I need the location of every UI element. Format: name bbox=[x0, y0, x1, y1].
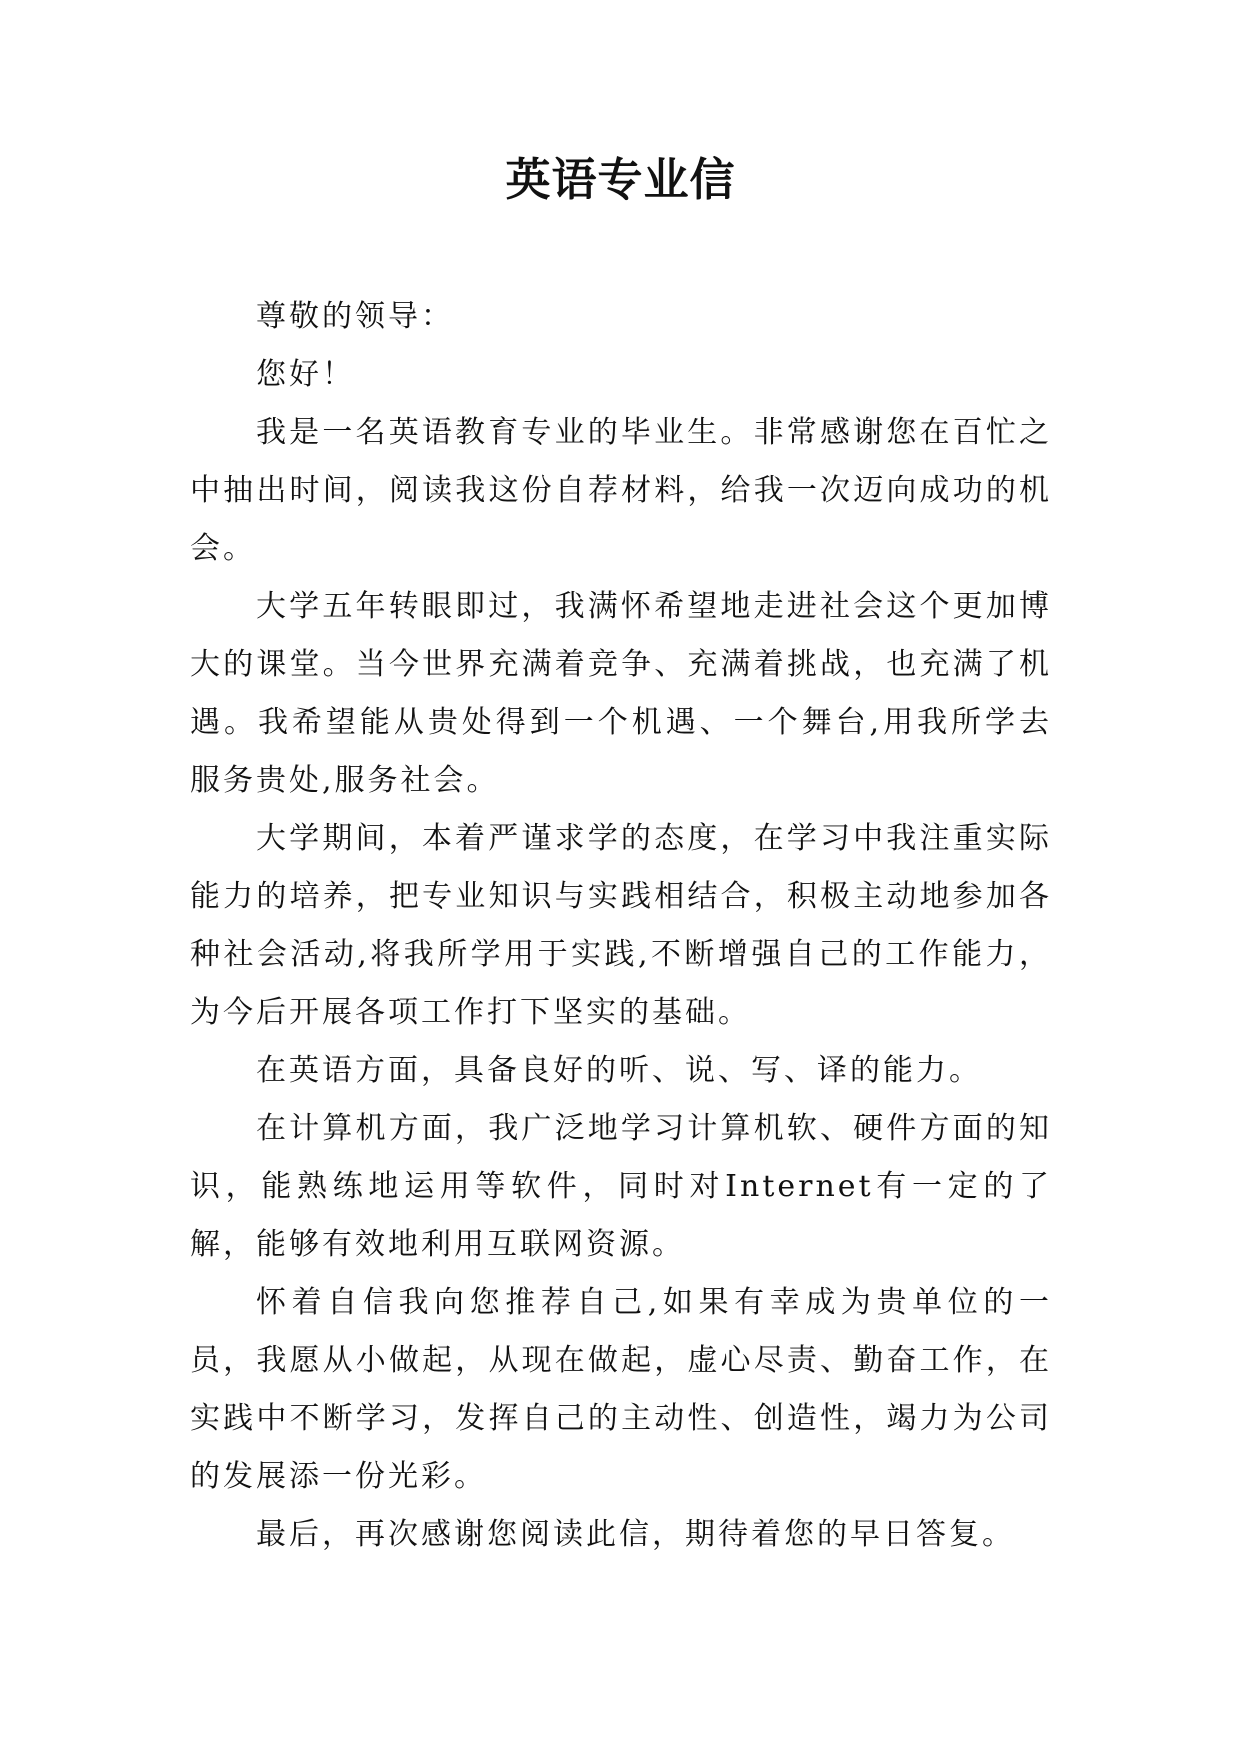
paragraph-english: 在英语方面，具备良好的听、说、写、译的能力。 bbox=[256, 1053, 982, 1088]
greeting: 您好！ bbox=[256, 357, 355, 392]
salutation: 尊敬的领导： bbox=[256, 299, 454, 334]
paragraph-university: 大学五年转眼即过，我满怀希望地走进社会这个更加博大的课堂。当今世界充满着竞争、充满着挑战，也充满了机遇。我希望能从贵处得到一个机遇、一个舞台,用我所学去服务贵处,服务社会。 bbox=[190, 589, 1052, 798]
document-title: 英语专业信 bbox=[505, 153, 736, 206]
paragraph-computer: 在计算机方面，我广泛地学习计算机软、硬件方面的知识，能熟练地运用等软件，同时对Internet有一定的了解，能够有效地利用互联网资源。 bbox=[190, 1111, 1052, 1262]
letter-body bbox=[190, 288, 1052, 1564]
paragraph-study: 大学期间，本着严谨求学的态度，在学习中我注重实际能力的培养，把专业知识与实践相结合，积极主动地参加各种社会活动,将我所学用于实践,不断增强自己的工作能力，为今后开展各项工作打下坚实的基础。 bbox=[190, 821, 1052, 1030]
paragraph-closing: 最后，再次感谢您阅读此信，期待着您的早日答复。 bbox=[256, 1517, 1015, 1552]
paragraph-recommendation: 怀着自信我向您推荐自己,如果有幸成为贵单位的一员，我愿从小做起，从现在做起，虚心尽责、勤奋工作，在实践中不断学习，发挥自己的主动性、创造性，竭力为公司的发展添一份光彩。 bbox=[190, 1285, 1052, 1494]
paragraph-intro: 我是一名英语教育专业的毕业生。非常感谢您在百忙之中抽出时间，阅读我这份自荐材料，给我一次迈向成功的机会。 bbox=[190, 415, 1052, 566]
